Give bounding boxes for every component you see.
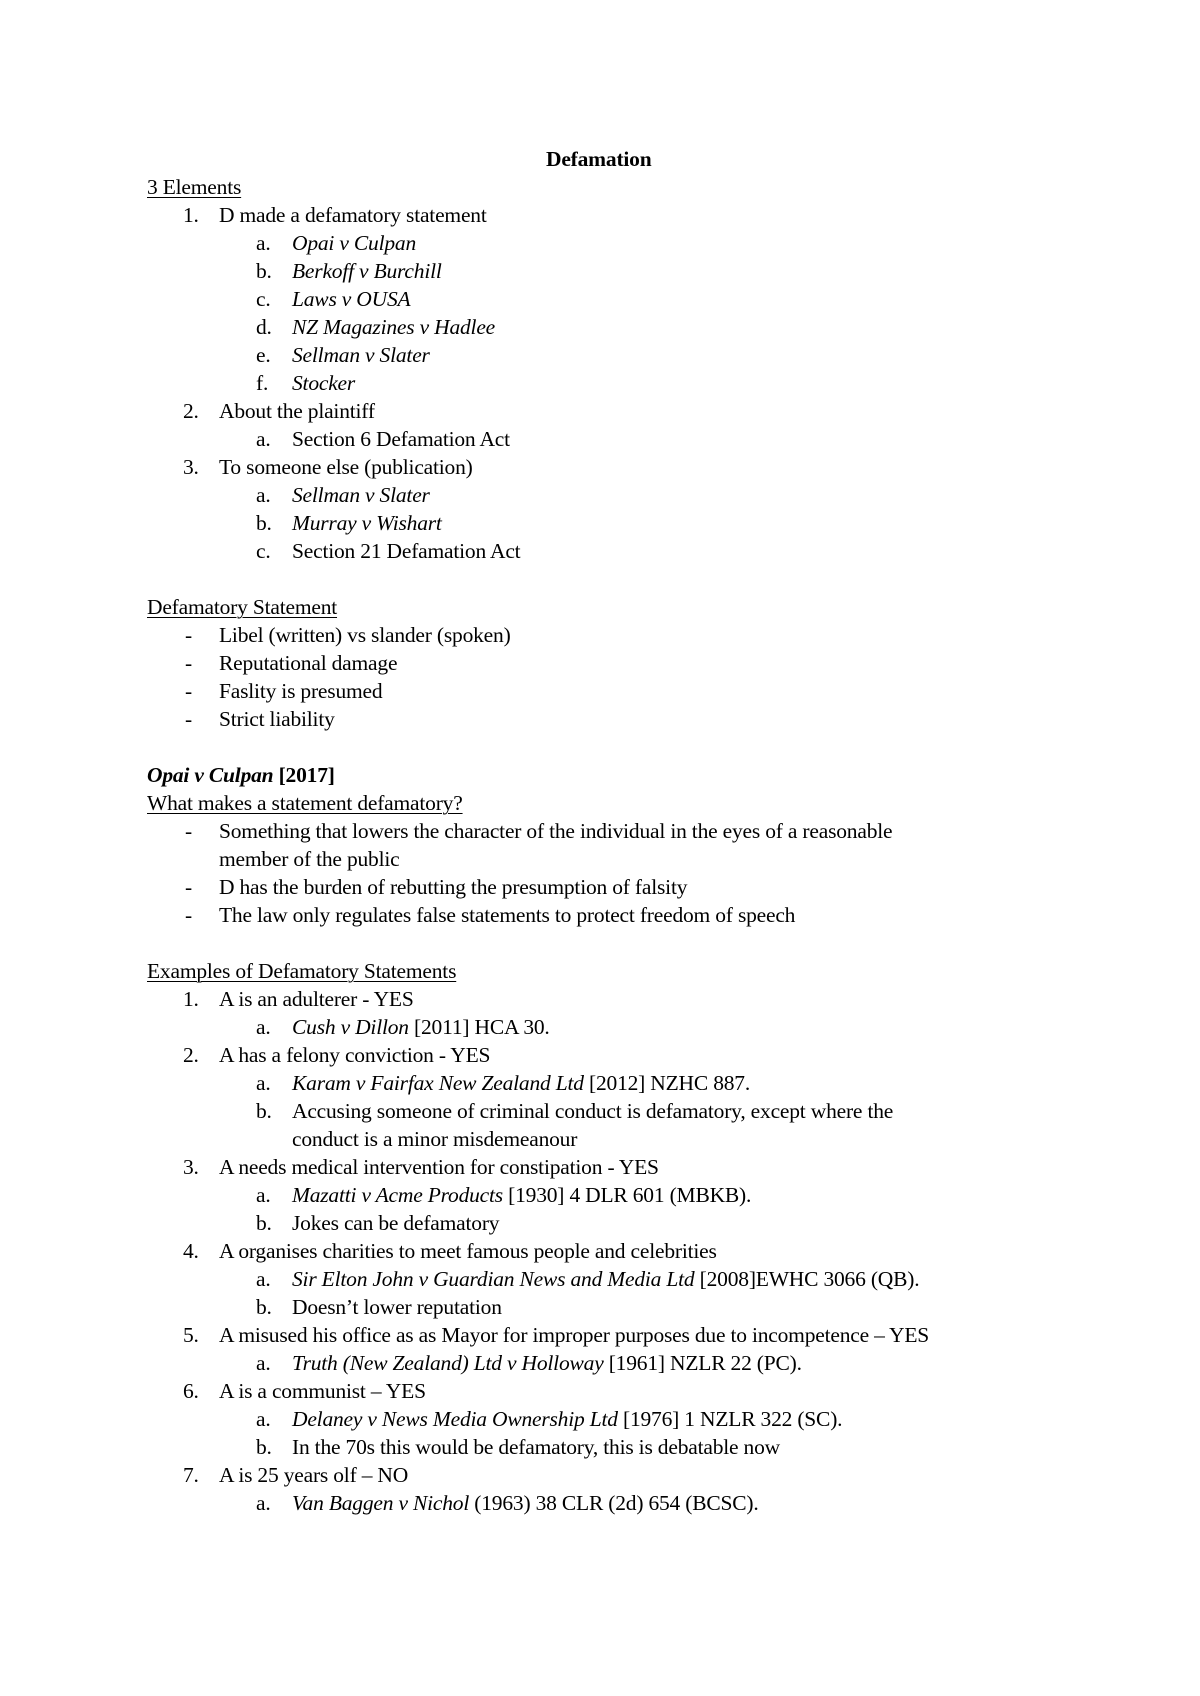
bullet-dash: - (185, 651, 192, 675)
case-name: Sellman v Slater (292, 483, 430, 507)
case-name: Murray v Wishart (292, 511, 442, 535)
sub-letter: a. (256, 427, 271, 451)
sub-letter: b. (256, 511, 272, 535)
sub-letter: a. (256, 1407, 271, 1431)
bullet-dash: - (185, 819, 192, 843)
list-item-text: D made a defamatory statement (219, 203, 487, 227)
list-item-text: About the plaintiff (219, 399, 375, 423)
sub-letter: f. (256, 371, 269, 395)
bullet-text: D has the burden of rebutting the presumption of falsity (219, 875, 688, 899)
case-name: Sir Elton John v Guardian News and Media Ltd (292, 1267, 695, 1291)
case-name: Sellman v Slater (292, 343, 430, 367)
sub-letter: a. (256, 1491, 271, 1515)
citation (292, 1182, 751, 1208)
sub-letter: a. (256, 1351, 271, 1375)
sub-letter: b. (256, 1211, 272, 1235)
sub-text: Accusing someone of criminal conduct is defamatory, except where the (292, 1099, 894, 1123)
list-number: 1. (183, 203, 199, 227)
sub-letter: a. (256, 1183, 271, 1207)
sub-letter: b. (256, 1295, 272, 1319)
citation (292, 1490, 759, 1516)
list-number: 1. (183, 987, 199, 1011)
sub-text: Jokes can be defamatory (292, 1211, 500, 1235)
list-number: 3. (183, 455, 199, 479)
list-item-text: A organises charities to meet famous people and celebrities (219, 1239, 717, 1263)
list-item-text: A misused his office as as Mayor for improper purposes due to incompetence – YES (219, 1323, 930, 1347)
list-item-text: A is a communist – YES (219, 1379, 426, 1403)
list-number: 5. (183, 1323, 199, 1347)
examples-heading: Examples of Defamatory Statements (147, 959, 457, 983)
elements-heading: 3 Elements (147, 175, 242, 199)
case-name: NZ Magazines v Hadlee (292, 315, 496, 339)
citation-ref: (1963) 38 CLR (2d) 654 (BCSC). (469, 1491, 759, 1515)
sub-letter: c. (256, 539, 271, 563)
case-name: Cush v Dillon (292, 1015, 409, 1039)
list-item-text: A is 25 years olf – NO (219, 1463, 409, 1487)
citation-ref: [1976] 1 NZLR 322 (SC). (617, 1407, 843, 1431)
bullet-text: The law only regulates false statements to protect freedom of speech (219, 903, 796, 927)
case-name: Opai v Culpan (292, 231, 417, 255)
list-item-text: To someone else (publication) (219, 455, 473, 479)
citation (292, 1014, 550, 1040)
case-name: Berkoff v Burchill (292, 259, 442, 283)
list-number: 4. (183, 1239, 199, 1263)
bullet-text: Strict liability (219, 707, 335, 731)
list-item-text: A needs medical intervention for constipation - YES (219, 1155, 659, 1179)
bullet-dash: - (185, 623, 192, 647)
bullet-text: Faslity is presumed (219, 679, 383, 703)
sub-text-continued: conduct is a minor misdemeanour (292, 1127, 578, 1151)
citation (292, 1070, 750, 1096)
citation (292, 1266, 919, 1292)
sub-text: Section 21 Defamation Act (292, 539, 521, 563)
list-number: 2. (183, 1043, 199, 1067)
bullet-text-continued: member of the public (219, 847, 400, 871)
sub-letter: a. (256, 1071, 271, 1095)
case-heading-year: [2017] (273, 763, 335, 787)
sub-text: Doesn’t lower reputation (292, 1295, 502, 1319)
citation-ref: [2011] HCA 30. (408, 1015, 550, 1039)
sub-letter: a. (256, 231, 271, 255)
list-number: 6. (183, 1379, 199, 1403)
case-name: Karam v Fairfax New Zealand Ltd (292, 1071, 584, 1095)
case-name: Mazatti v Acme Products (292, 1183, 503, 1207)
list-number: 7. (183, 1463, 199, 1487)
bullet-text: Something that lowers the character of the individual in the eyes of a reasonable (219, 819, 893, 843)
sub-text: In the 70s this would be defamatory, this is debatable now (292, 1435, 780, 1459)
sub-letter: b. (256, 1435, 272, 1459)
case-name: Delaney v News Media Ownership Ltd (292, 1407, 618, 1431)
sub-letter: d. (256, 315, 272, 339)
citation-ref: [1961] NZLR 22 (PC). (603, 1351, 802, 1375)
sub-letter: a. (256, 483, 271, 507)
list-number: 3. (183, 1155, 199, 1179)
case-name: Truth (New Zealand) Ltd v Holloway (292, 1351, 604, 1375)
list-item-text: A has a felony conviction - YES (219, 1043, 491, 1067)
bullet-dash: - (185, 707, 192, 731)
citation-ref: [1930] 4 DLR 601 (MBKB). (502, 1183, 752, 1207)
bullet-text: Reputational damage (219, 651, 398, 675)
opai-subheading: What makes a statement defamatory? (147, 791, 463, 815)
list-item-text: A is an adulterer - YES (219, 987, 414, 1011)
sub-letter: a. (256, 1267, 271, 1291)
bullet-dash: - (185, 679, 192, 703)
sub-letter: b. (256, 1099, 272, 1123)
case-name: Stocker (292, 371, 356, 395)
bullet-dash: - (185, 875, 192, 899)
defamatory-statement-heading: Defamatory Statement (147, 595, 338, 619)
list-number: 2. (183, 399, 199, 423)
case-name: Van Baggen v Nichol (292, 1491, 470, 1515)
sub-letter: a. (256, 1015, 271, 1039)
document-title: Defamation (546, 147, 652, 171)
sub-text: Section 6 Defamation Act (292, 427, 510, 451)
sub-letter: e. (256, 343, 271, 367)
case-name: Laws v OUSA (292, 287, 411, 311)
citation-ref: [2012] NZHC 887. (583, 1071, 751, 1095)
bullet-text: Libel (written) vs slander (spoken) (219, 623, 511, 647)
citation-ref: [2008]EWHC 3066 (QB). (694, 1267, 920, 1291)
sub-letter: b. (256, 259, 272, 283)
case-heading-name: Opai v Culpan (147, 763, 274, 787)
sub-letter: c. (256, 287, 271, 311)
citation (292, 1406, 842, 1432)
case-heading (147, 762, 335, 788)
citation (292, 1350, 802, 1376)
bullet-dash: - (185, 903, 192, 927)
